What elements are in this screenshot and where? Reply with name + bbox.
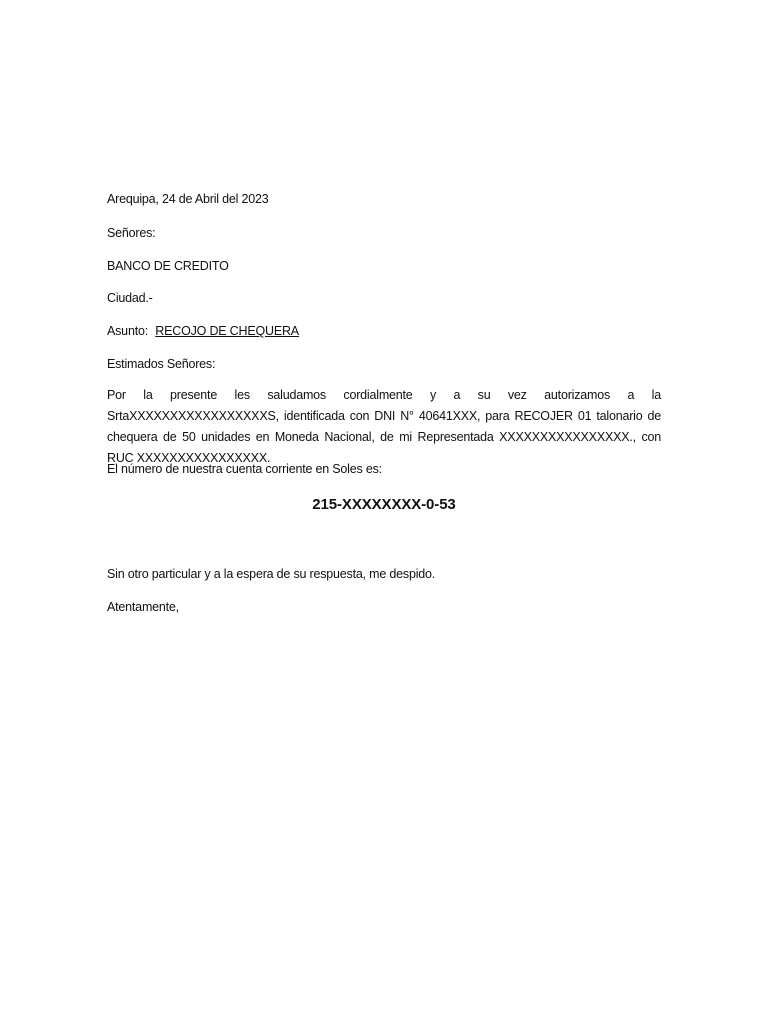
city-line: Ciudad.- (107, 291, 153, 305)
body-strong: RECOJER (514, 409, 573, 423)
subject-label: Asunto: (107, 324, 148, 338)
salutation-to: Señores: (107, 226, 156, 240)
body-part-2: 01 talonario de chequera de 50 unidades en Moneda Nacional, de mi Representada XXXXXXXXXXXXXXXX., con RUC XXXXXXXXXXXXXXXX. (107, 409, 662, 465)
body-paragraph (107, 385, 661, 469)
subject-line (107, 323, 305, 339)
place-date: Arequipa, 24 de Abril del 2023 (107, 192, 269, 206)
closing-text: Sin otro particular y a la espera de su respuesta, me despido. (107, 567, 436, 581)
recipient-name: BANCO DE CREDITO (107, 259, 229, 273)
body-part-1: Por la presente les saludamos cordialmente y a su vez autorizamos a la SrtaXXXXXXXXXXXXXXXXXS, identificada con DNI N° 40641XXX, para (107, 388, 661, 423)
account-number: 215-XXXXXXXX-0-53 (312, 496, 456, 513)
sign-off: Atentamente, (107, 600, 179, 614)
account-intro: El número de nuestra cuenta corriente en Soles es: (107, 462, 382, 476)
greeting: Estimados Señores: (107, 357, 216, 371)
subject-value: RECOJO DE CHEQUERA (155, 324, 299, 338)
